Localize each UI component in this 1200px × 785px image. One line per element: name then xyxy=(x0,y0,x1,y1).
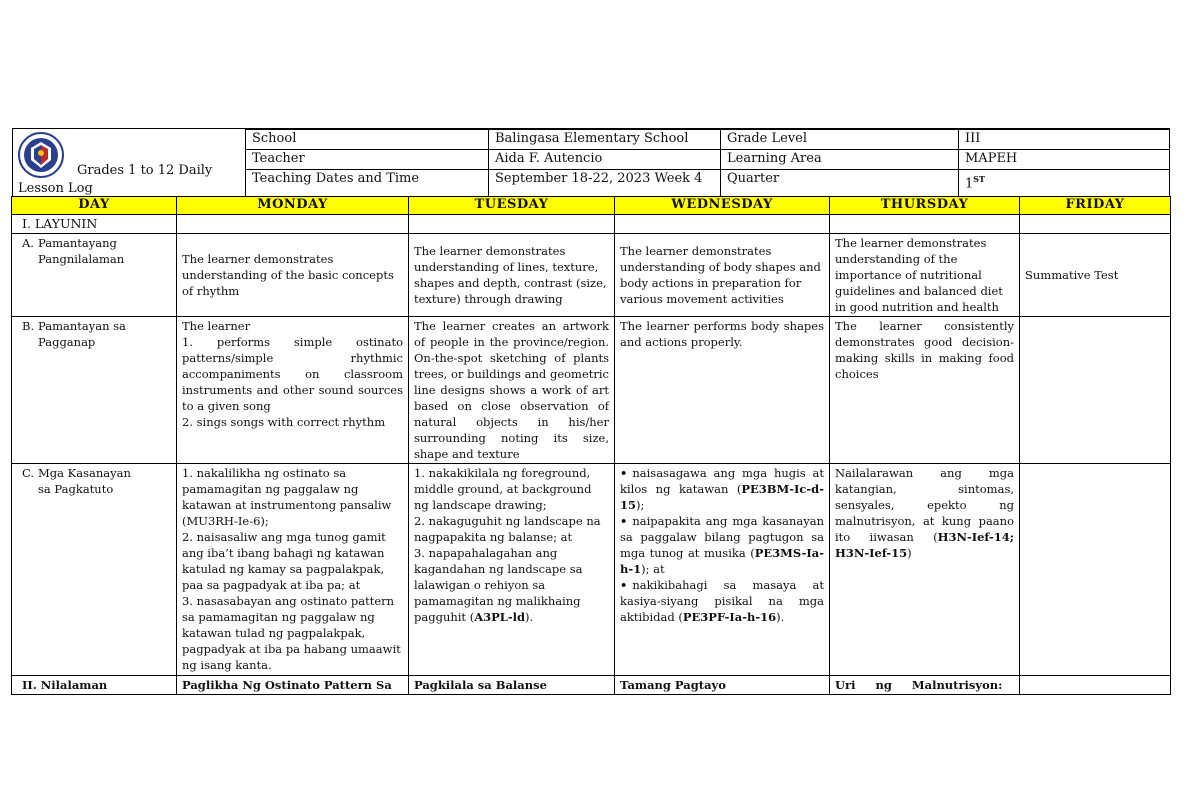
header-row-dates xyxy=(246,170,1170,198)
row-c-label-line1: Mga Kasanayan xyxy=(38,466,131,480)
row-b-monday-intro: The learner xyxy=(182,319,251,333)
teaching-dates-label: Teaching Dates and Time xyxy=(246,170,489,198)
row-c-thursday-code: H3N-Ief-14; H3N-Ief-15 xyxy=(835,530,1014,560)
row-b-tuesday: The learner creates an artwork of people in the province/region. On-the-spot sketching of plants trees, or buildings and geometric line designs shows a work of art based on close observation of natural objects in his/her surrounding noting its size, shape and texture xyxy=(409,317,615,464)
row-b-label-line1: Pamantayan sa xyxy=(38,319,126,333)
empty-cell xyxy=(1020,215,1171,234)
row-b-monday-item2: 2. sings songs with correct rhythm xyxy=(182,415,386,429)
row-c-tuesday-item3-text: 3. napapahalagahan ang kagandahan ng landscape sa lalawigan o rehiyon sa pamamagitan ng malikhaing pagguhit ( xyxy=(414,546,583,624)
row-ii-thursday: Uri ng Malnutrisyon: xyxy=(830,676,1020,695)
teacher-value: Aida F. Autencio xyxy=(489,150,721,170)
row-c-wednesday-item2-end: ); at xyxy=(641,562,665,576)
row-c-wednesday-code2: PE3MS-Ia-h-1 xyxy=(620,546,824,576)
grade-level-label: Grade Level xyxy=(721,130,959,150)
teacher-label: Teacher xyxy=(246,150,489,170)
row-a-label-line1: Pamantayang xyxy=(38,236,117,250)
row-c-monday xyxy=(177,464,409,676)
row-c-monday-item2: 2. naisasaliw ang mga tunog gamit ang iba’t ibang bahagi ng katawan katulad ng kamay sa pagpalakpak, paa sa pagpadyak at iba pa; at xyxy=(182,530,386,592)
header-row-school xyxy=(246,130,1170,150)
row-a-monday: The learner demonstrates understanding of the basic concepts of rhythm xyxy=(177,234,409,317)
row-b-monday xyxy=(177,317,409,464)
day-header-row xyxy=(12,197,1171,215)
quarter-value xyxy=(959,170,1170,198)
row-nilalaman xyxy=(12,676,1171,695)
row-c-thursday xyxy=(830,464,1020,676)
empty-cell xyxy=(830,215,1020,234)
monday-header: MONDAY xyxy=(177,197,409,215)
row-a-friday: Summative Test xyxy=(1020,234,1171,317)
header-row-teacher xyxy=(246,150,1170,170)
row-c-thursday-end: ) xyxy=(907,546,912,560)
row-c-wednesday-item3 xyxy=(620,577,824,625)
row-c-friday xyxy=(1020,464,1171,676)
row-c-wednesday-item2 xyxy=(620,513,824,577)
row-c-wednesday-item1 xyxy=(620,465,824,513)
row-c-tuesday-code: A3PL-ld xyxy=(474,610,526,624)
tuesday-header: TUESDAY xyxy=(409,197,615,215)
row-a-wednesday: The learner demonstrates understanding of body shapes and body actions in preparation for various movement activities xyxy=(615,234,830,317)
row-a-label-line2: Pangnilalaman xyxy=(38,252,125,266)
row-ii-friday xyxy=(1020,676,1171,695)
row-c-wednesday-code3: PE3PF-Ia-h-16 xyxy=(682,610,777,624)
empty-cell xyxy=(615,215,830,234)
row-mga-kasanayan xyxy=(12,464,1171,676)
teaching-dates-value: September 18-22, 2023 Week 4 xyxy=(489,170,721,198)
row-c-label xyxy=(12,464,177,676)
row-a-letter: A. xyxy=(22,236,34,250)
row-c-tuesday-item1: 1. nakakikilala ng foreground, middle ground, at background ng landscape drawing; xyxy=(414,466,592,512)
lesson-plan-table xyxy=(11,196,1171,695)
day-col-header: DAY xyxy=(12,197,177,215)
quarter-number: 1 xyxy=(965,176,974,192)
row-ii-monday: Paglikha Ng Ostinato Pattern Sa xyxy=(177,676,409,695)
row-ii-label: II. Nilalaman xyxy=(12,676,177,695)
log-subtitle: Lesson Log xyxy=(18,181,93,196)
empty-cell xyxy=(177,215,409,234)
row-b-letter: B. xyxy=(22,319,35,333)
school-value: Balingasa Elementary School xyxy=(489,130,721,150)
school-label: School xyxy=(246,130,489,150)
quarter-label: Quarter xyxy=(721,170,959,198)
row-b-monday-item1: 1. performs simple ostinato patterns/simple rhythmic accompaniments on classroom instruments and other sound sources to a given song xyxy=(182,335,403,413)
row-c-tuesday-item3 xyxy=(414,545,609,625)
row-b-label-line2: Pagganap xyxy=(38,335,96,349)
row-c-wednesday-code1: PE3BM-Ic-d-15 xyxy=(620,482,824,512)
row-b-wednesday: The learner performs body shapes and actions properly. xyxy=(615,317,830,464)
row-c-wednesday-item3-end: ). xyxy=(776,610,785,624)
learning-area-value: MAPEH xyxy=(959,150,1170,170)
header-info-table xyxy=(245,129,1170,198)
row-ii-tuesday: Pagkilala sa Balanse xyxy=(409,676,615,695)
row-c-letter: C. xyxy=(22,466,35,480)
row-ii-wednesday: Tamang Pagtayo xyxy=(615,676,830,695)
row-c-label-line2: sa Pagkatuto xyxy=(38,482,114,496)
row-b-label xyxy=(12,317,177,464)
section-layunin-row xyxy=(12,215,1171,234)
row-c-tuesday xyxy=(409,464,615,676)
lesson-log-header xyxy=(12,128,1170,197)
row-c-tuesday-item3-end: ). xyxy=(525,610,534,624)
learning-area-label: Learning Area xyxy=(721,150,959,170)
wednesday-header: WEDNESDAY xyxy=(615,197,830,215)
row-a-thursday: The learner demonstrates understanding of the importance of nutritional guidelines and balanced diet in good nutrition and health xyxy=(830,234,1020,317)
row-c-thursday-text: Nailalarawan ang mga katangian, sintomas, sensyales, epekto ng malnutrisyon, at kung paano ito iiwasan ( xyxy=(835,466,1014,544)
row-c-wednesday-item3-text: nakikibahagi sa masaya at kasiya-siyang pisikal na mga aktibidad ( xyxy=(620,578,824,624)
row-c-monday-item3: 3. nasasabayan ang ostinato pattern sa pamamagitan ng paggalaw ng katawan tulad ng pagpalakpak, pagpadyak at iba pa habang umaawit ng isang kanta. xyxy=(182,594,401,672)
deped-seal-icon xyxy=(18,132,64,178)
friday-header: FRIDAY xyxy=(1020,197,1171,215)
thursday-header: THURSDAY xyxy=(830,197,1020,215)
row-c-monday-item1: 1. nakalilikha ng ostinato sa pamamagitan ng paggalaw ng katawan at instrumentong pansaliw (MU3RH-Ie-6); xyxy=(182,466,392,528)
row-pamantayang-pangnilalaman xyxy=(12,234,1171,317)
row-c-wednesday-item1-end: ); xyxy=(636,498,645,512)
grade-level-value: III xyxy=(959,130,1170,150)
empty-cell xyxy=(409,215,615,234)
row-c-wednesday-item1-text: naisasagawa ang mga hugis at kilos ng katawan ( xyxy=(620,466,824,496)
quarter-suffix: ST xyxy=(973,174,986,184)
row-pamantayan-sa-pagganap xyxy=(12,317,1171,464)
row-a-tuesday: The learner demonstrates understanding of lines, texture, shapes and depth, contrast (size, texture) through drawing xyxy=(409,234,615,317)
row-b-thursday: The learner consistently demonstrates good decision-making skills in making food choices xyxy=(830,317,1020,464)
log-title: Grades 1 to 12 Daily xyxy=(77,163,213,178)
row-b-friday xyxy=(1020,317,1171,464)
row-c-wednesday xyxy=(615,464,830,676)
row-c-wednesday-item2-text: naipapakita ang mga kasanayan sa paggalaw bilang pagtugon sa mga tunog at musika ( xyxy=(620,514,824,560)
row-c-tuesday-item2: 2. nakaguguhit ng landscape na nagpapakita ng balanse; at xyxy=(414,514,601,544)
row-a-label xyxy=(12,234,177,317)
section-layunin-label: I. LAYUNIN xyxy=(12,215,177,234)
